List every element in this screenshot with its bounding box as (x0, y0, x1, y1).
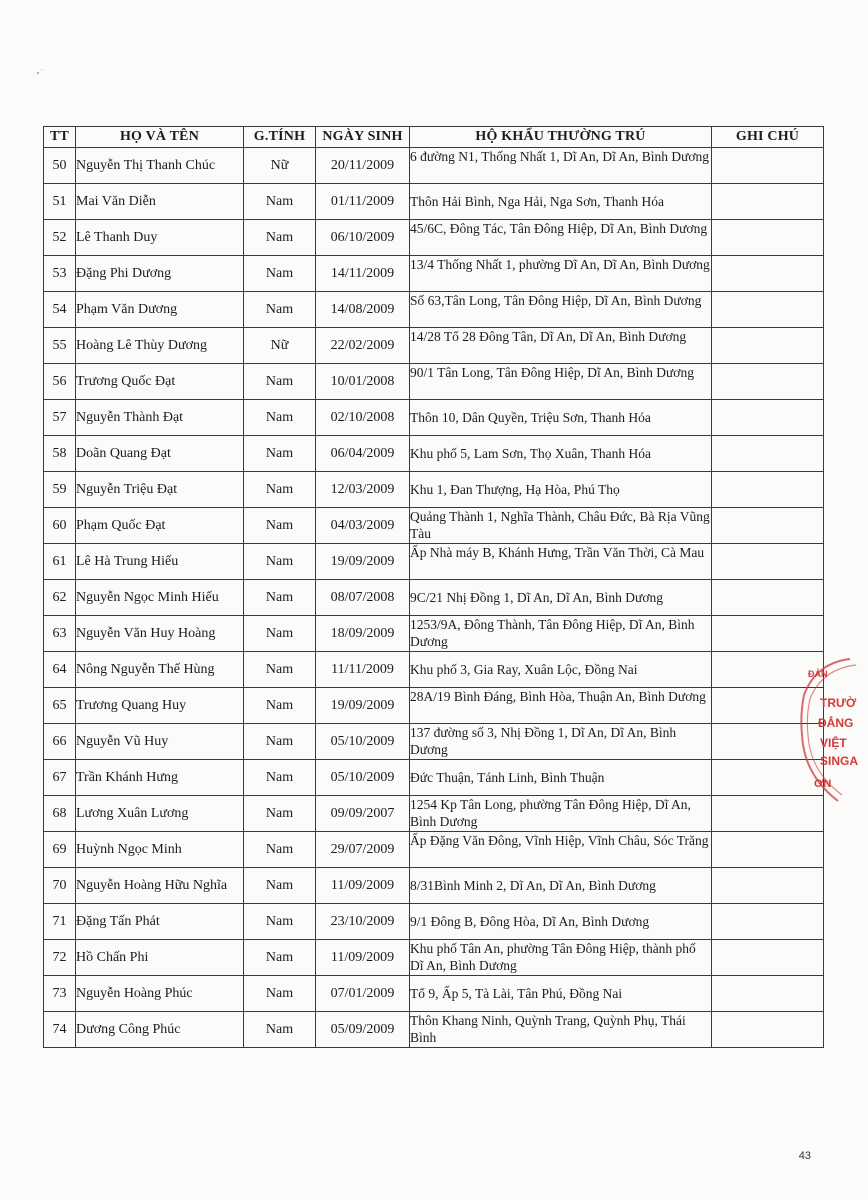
table-body (44, 148, 824, 1048)
cell-address: 13/4 Thống Nhất 1, phường Dĩ An, Dĩ An, Bình Dương (410, 256, 712, 292)
cell-dob: 04/03/2009 (316, 508, 410, 544)
cell-address: Ấp Đặng Văn Đông, Vĩnh Hiệp, Vĩnh Châu, Sóc Trăng (410, 832, 712, 868)
scan-speck (41, 69, 42, 70)
cell-name: Nguyễn Văn Huy Hoàng (76, 616, 244, 652)
table-row (44, 724, 824, 760)
cell-tt: 54 (44, 292, 76, 328)
header-gender: G.TÍNH (244, 127, 316, 148)
cell-dob: 19/09/2009 (316, 688, 410, 724)
cell-dob: 05/09/2009 (316, 1012, 410, 1048)
cell-address: Khu phố 5, Lam Sơn, Thọ Xuân, Thanh Hóa (410, 436, 712, 472)
cell-tt: 56 (44, 364, 76, 400)
cell-address: Khu phố Tân An, phường Tân Đông Hiệp, thành phố Dĩ An, Bình Dương (410, 940, 712, 976)
cell-tt: 63 (44, 616, 76, 652)
cell-dob: 14/08/2009 (316, 292, 410, 328)
cell-address: Thôn Khang Ninh, Quỳnh Trang, Quỳnh Phụ, Thái Bình (410, 1012, 712, 1048)
cell-dob: 22/02/2009 (316, 328, 410, 364)
cell-note (712, 976, 824, 1012)
cell-name: Dương Công Phúc (76, 1012, 244, 1048)
cell-address: Thôn 10, Dân Quyền, Triệu Sơn, Thanh Hóa (410, 400, 712, 436)
cell-dob: 07/01/2009 (316, 976, 410, 1012)
cell-tt: 50 (44, 148, 76, 184)
cell-tt: 67 (44, 760, 76, 796)
cell-gender: Nam (244, 292, 316, 328)
cell-gender: Nam (244, 832, 316, 868)
cell-address: 28A/19 Bình Đáng, Bình Hòa, Thuận An, Bình Dương (410, 688, 712, 724)
table-row (44, 976, 824, 1012)
cell-dob: 19/09/2009 (316, 544, 410, 580)
cell-note (712, 328, 824, 364)
cell-dob: 12/03/2009 (316, 472, 410, 508)
table-row (44, 292, 824, 328)
table-row (44, 256, 824, 292)
table-row (44, 148, 824, 184)
cell-note (712, 436, 824, 472)
seal-text-line: SINGA (820, 754, 859, 768)
cell-name: Trương Quốc Đạt (76, 364, 244, 400)
table-row (44, 184, 824, 220)
cell-note (712, 544, 824, 580)
cell-name: Trần Khánh Hưng (76, 760, 244, 796)
table-row (44, 544, 824, 580)
cell-name: Nguyễn Hoàng Hữu Nghĩa (76, 868, 244, 904)
cell-gender: Nam (244, 760, 316, 796)
cell-name: Mai Văn Diễn (76, 184, 244, 220)
cell-dob: 23/10/2009 (316, 904, 410, 940)
cell-tt: 51 (44, 184, 76, 220)
cell-address: Số 63,Tân Long, Tân Đông Hiệp, Dĩ An, Bình Dương (410, 292, 712, 328)
table-row (44, 868, 824, 904)
table-row (44, 1012, 824, 1048)
cell-address: Khu 1, Đan Thượng, Hạ Hòa, Phú Thọ (410, 472, 712, 508)
cell-tt: 61 (44, 544, 76, 580)
cell-note (712, 508, 824, 544)
cell-address: 90/1 Tân Long, Tân Đông Hiệp, Dĩ An, Bình Dương (410, 364, 712, 400)
cell-gender: Nam (244, 220, 316, 256)
cell-tt: 66 (44, 724, 76, 760)
cell-note (712, 400, 824, 436)
cell-tt: 70 (44, 868, 76, 904)
cell-gender: Nam (244, 184, 316, 220)
cell-note (712, 868, 824, 904)
cell-tt: 57 (44, 400, 76, 436)
cell-tt: 69 (44, 832, 76, 868)
seal-text-line: VIỆT (820, 736, 847, 750)
cell-note (712, 940, 824, 976)
cell-name: Lê Thanh Duy (76, 220, 244, 256)
cell-name: Nguyễn Ngọc Minh Hiếu (76, 580, 244, 616)
cell-gender: Nam (244, 616, 316, 652)
page-number: 43 (798, 1150, 811, 1162)
cell-tt: 52 (44, 220, 76, 256)
cell-tt: 62 (44, 580, 76, 616)
cell-gender: Nam (244, 652, 316, 688)
cell-name: Lương Xuân Lương (76, 796, 244, 832)
cell-name: Nguyễn Vũ Huy (76, 724, 244, 760)
cell-address: 9C/21 Nhị Đồng 1, Dĩ An, Dĩ An, Bình Dương (410, 580, 712, 616)
cell-dob: 01/11/2009 (316, 184, 410, 220)
cell-address: 1253/9A, Đông Thành, Tân Đông Hiệp, Dĩ An, Bình Dương (410, 616, 712, 652)
cell-gender: Nam (244, 400, 316, 436)
cell-tt: 55 (44, 328, 76, 364)
cell-gender: Nữ (244, 328, 316, 364)
cell-dob: 06/10/2009 (316, 220, 410, 256)
cell-dob: 14/11/2009 (316, 256, 410, 292)
cell-gender: Nam (244, 256, 316, 292)
seal-text-line: ƠN (814, 778, 832, 790)
cell-tt: 65 (44, 688, 76, 724)
cell-gender: Nam (244, 868, 316, 904)
cell-name: Đặng Tấn Phát (76, 904, 244, 940)
cell-name: Hoàng Lê Thùy Dương (76, 328, 244, 364)
cell-dob: 11/09/2009 (316, 868, 410, 904)
table-row (44, 688, 824, 724)
scan-speck (37, 72, 39, 74)
cell-gender: Nam (244, 904, 316, 940)
cell-gender: Nam (244, 544, 316, 580)
cell-gender: Nam (244, 508, 316, 544)
cell-dob: 02/10/2008 (316, 400, 410, 436)
cell-address: 9/1 Đông B, Đông Hòa, Dĩ An, Bình Dương (410, 904, 712, 940)
cell-tt: 73 (44, 976, 76, 1012)
cell-dob: 11/09/2009 (316, 940, 410, 976)
cell-gender: Nam (244, 436, 316, 472)
table-row (44, 400, 824, 436)
table-row (44, 904, 824, 940)
cell-tt: 60 (44, 508, 76, 544)
cell-tt: 64 (44, 652, 76, 688)
cell-address: 137 đường số 3, Nhị Đồng 1, Dĩ An, Dĩ An, Bình Dương (410, 724, 712, 760)
table-row (44, 796, 824, 832)
student-roster-table (43, 126, 824, 1048)
table-row (44, 652, 824, 688)
cell-note (712, 472, 824, 508)
cell-tt: 53 (44, 256, 76, 292)
cell-dob: 06/04/2009 (316, 436, 410, 472)
cell-name: Doãn Quang Đạt (76, 436, 244, 472)
cell-name: Nguyễn Thị Thanh Chúc (76, 148, 244, 184)
cell-address: Thôn Hải Bình, Nga Hải, Nga Sơn, Thanh Hóa (410, 184, 712, 220)
cell-note (712, 580, 824, 616)
cell-gender: Nam (244, 796, 316, 832)
cell-note (712, 220, 824, 256)
header-name: HỌ VÀ TÊN (76, 127, 244, 148)
cell-name: Trương Quang Huy (76, 688, 244, 724)
cell-name: Lê Hà Trung Hiếu (76, 544, 244, 580)
cell-tt: 59 (44, 472, 76, 508)
cell-gender: Nam (244, 724, 316, 760)
cell-name: Nguyễn Triệu Đạt (76, 472, 244, 508)
table-row (44, 760, 824, 796)
seal-graphic (798, 655, 868, 805)
cell-address: Tổ 9, Ấp 5, Tà Lài, Tân Phú, Đồng Nai (410, 976, 712, 1012)
cell-dob: 05/10/2009 (316, 760, 410, 796)
table-row (44, 364, 824, 400)
cell-tt: 68 (44, 796, 76, 832)
cell-gender: Nam (244, 976, 316, 1012)
cell-note (712, 1012, 824, 1048)
cell-address: 8/31Bình Minh 2, Dĩ An, Dĩ An, Bình Dương (410, 868, 712, 904)
cell-note (712, 364, 824, 400)
cell-name: Hồ Chấn Phi (76, 940, 244, 976)
cell-note (712, 184, 824, 220)
cell-gender: Nam (244, 1012, 316, 1048)
table-row (44, 616, 824, 652)
cell-address: Đức Thuận, Tánh Linh, Bình Thuận (410, 760, 712, 796)
table-row (44, 436, 824, 472)
cell-address: 45/6C, Đông Tác, Tân Đông Hiệp, Dĩ An, Bình Dương (410, 220, 712, 256)
table-row (44, 832, 824, 868)
header-note: GHI CHÚ (712, 127, 824, 148)
cell-note (712, 616, 824, 652)
cell-name: Nguyễn Thành Đạt (76, 400, 244, 436)
cell-gender: Nam (244, 940, 316, 976)
cell-gender: Nam (244, 364, 316, 400)
table-row (44, 940, 824, 976)
seal-text-line: ĐẢN (808, 669, 828, 679)
cell-name: Phạm Quốc Đạt (76, 508, 244, 544)
table-row (44, 220, 824, 256)
cell-address: 6 đường N1, Thống Nhất 1, Dĩ An, Dĩ An, Bình Dương (410, 148, 712, 184)
cell-gender: Nữ (244, 148, 316, 184)
cell-address: Ấp Nhà máy B, Khánh Hưng, Trần Văn Thời, Cà Mau (410, 544, 712, 580)
cell-address: Quảng Thành 1, Nghĩa Thành, Châu Đức, Bà Rịa Vũng Tàu (410, 508, 712, 544)
cell-dob: 09/09/2007 (316, 796, 410, 832)
cell-tt: 71 (44, 904, 76, 940)
cell-dob: 18/09/2009 (316, 616, 410, 652)
red-seal-stamp (798, 655, 868, 805)
cell-dob: 10/01/2008 (316, 364, 410, 400)
cell-dob: 05/10/2009 (316, 724, 410, 760)
cell-gender: Nam (244, 580, 316, 616)
cell-name: Nông Nguyễn Thế Hùng (76, 652, 244, 688)
cell-tt: 74 (44, 1012, 76, 1048)
cell-dob: 11/11/2009 (316, 652, 410, 688)
seal-text-line: TRƯỜ (820, 696, 857, 710)
table-row (44, 508, 824, 544)
cell-tt: 72 (44, 940, 76, 976)
cell-dob: 29/07/2009 (316, 832, 410, 868)
cell-tt: 58 (44, 436, 76, 472)
cell-address: Khu phố 3, Gia Ray, Xuân Lộc, Đồng Nai (410, 652, 712, 688)
table-row (44, 580, 824, 616)
cell-name: Nguyễn Hoàng Phúc (76, 976, 244, 1012)
cell-note (712, 904, 824, 940)
cell-gender: Nam (244, 688, 316, 724)
header-address: HỘ KHẨU THƯỜNG TRÚ (410, 127, 712, 148)
cell-address: 1254 Kp Tân Long, phường Tân Đông Hiệp, Dĩ An, Bình Dương (410, 796, 712, 832)
cell-name: Huỳnh Ngọc Minh (76, 832, 244, 868)
cell-name: Đặng Phi Dương (76, 256, 244, 292)
cell-note (712, 292, 824, 328)
cell-name: Phạm Văn Dương (76, 292, 244, 328)
cell-address: 14/28 Tổ 28 Đông Tân, Dĩ An, Dĩ An, Bình Dương (410, 328, 712, 364)
table-row (44, 472, 824, 508)
cell-note (712, 832, 824, 868)
cell-note (712, 148, 824, 184)
seal-text-line: ĐẲNG (818, 716, 854, 730)
cell-dob: 08/07/2008 (316, 580, 410, 616)
cell-gender: Nam (244, 472, 316, 508)
header-tt: TT (44, 127, 76, 148)
cell-dob: 20/11/2009 (316, 148, 410, 184)
header-dob: NGÀY SINH (316, 127, 410, 148)
table-row (44, 328, 824, 364)
cell-note (712, 256, 824, 292)
table-header-row (44, 127, 824, 148)
